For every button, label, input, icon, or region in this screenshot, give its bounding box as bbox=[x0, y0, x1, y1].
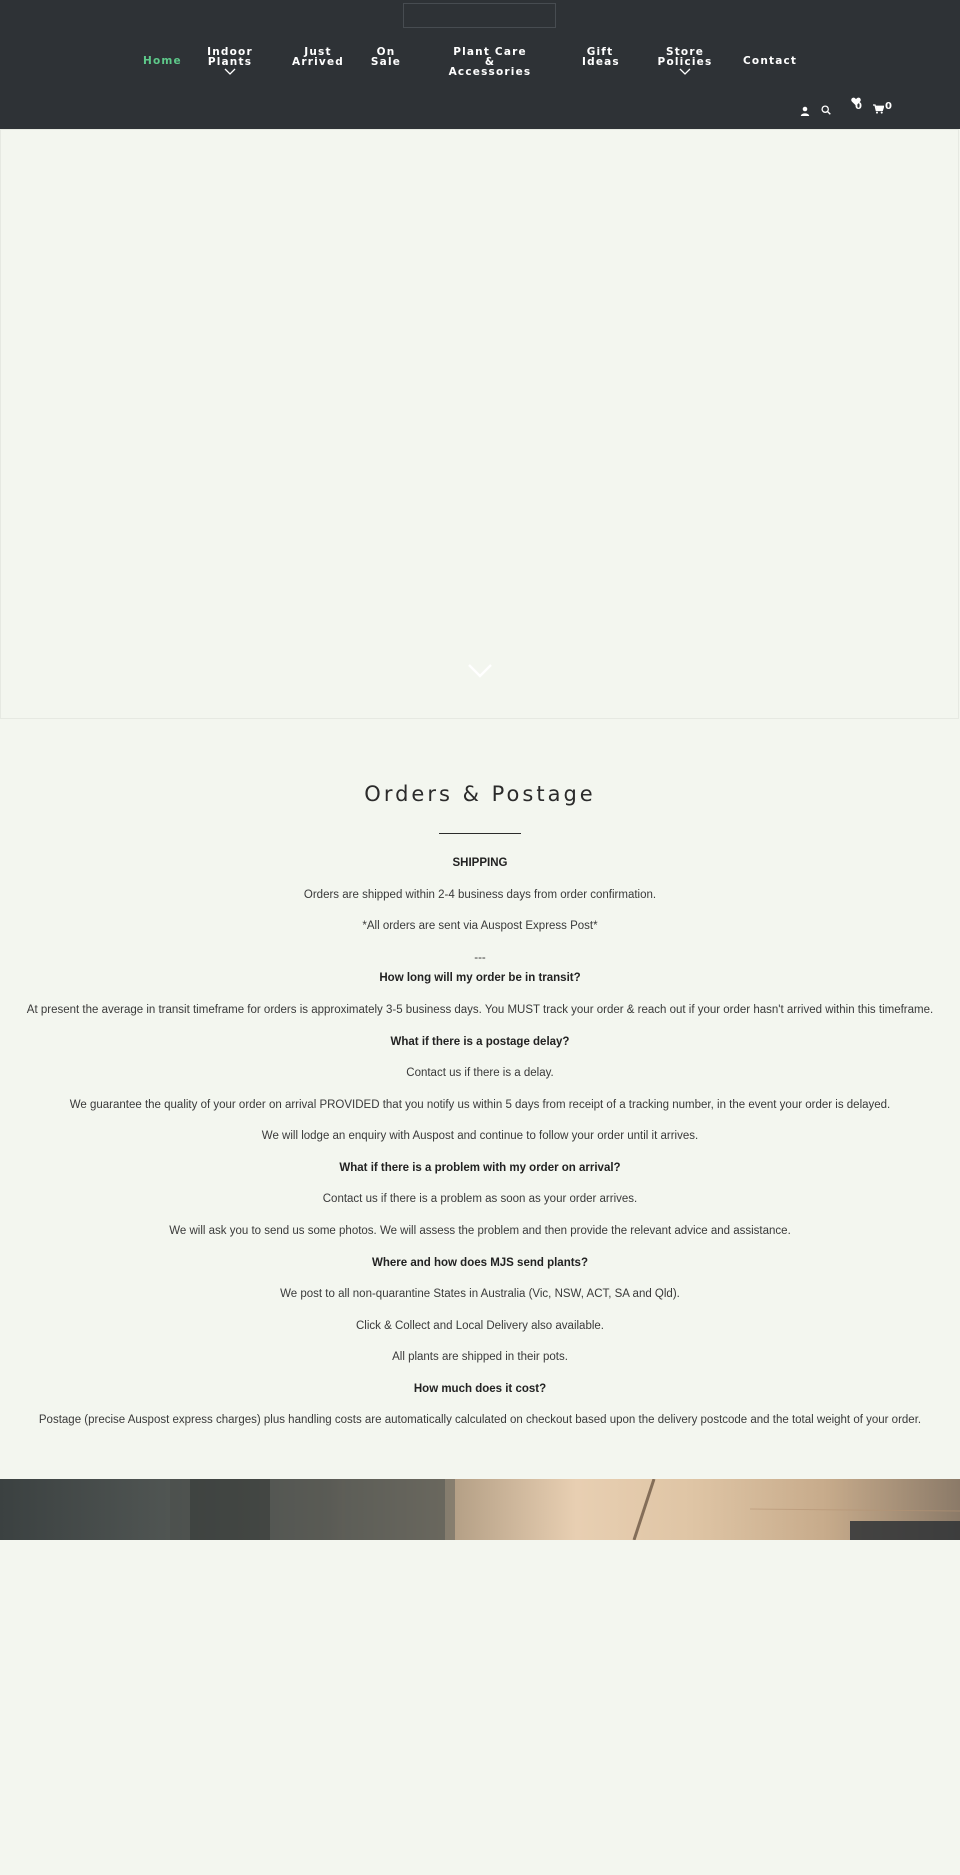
policy-paragraph: We post to all non-quarantine States in Australia (Vic, NSW, ACT, SA and Qld). bbox=[280, 1288, 680, 1300]
policy-paragraph: Contact us if there is a delay. bbox=[406, 1067, 554, 1079]
logo-placeholder[interactable] bbox=[403, 3, 556, 28]
policy-question: How much does it cost? bbox=[413, 1383, 547, 1395]
nav-item-label: Plant Care & Accessories bbox=[448, 46, 532, 78]
nav-item-plant-care[interactable] bbox=[446, 47, 534, 77]
nav-item-home[interactable] bbox=[143, 56, 182, 66]
nav-item-just-arrived[interactable] bbox=[292, 47, 344, 67]
policy-paragraph: Click & Collect and Local Delivery also available. bbox=[355, 1320, 604, 1332]
policy-paragraph: All plants are shipped in their pots. bbox=[392, 1351, 568, 1363]
nav-item-contact[interactable] bbox=[743, 56, 797, 66]
search-icon[interactable] bbox=[821, 102, 831, 112]
policy-paragraph: *All orders are sent via Auspost Express Post* bbox=[362, 920, 598, 932]
footer-photo-banner bbox=[0, 1479, 960, 1540]
policy-question: What if there is a postage delay? bbox=[390, 1036, 570, 1048]
wishlist-count: 0 bbox=[855, 101, 862, 112]
site-header bbox=[0, 0, 960, 129]
policy-paragraph: We guarantee the quality of your order on arrival PROVIDED that you notify us within 5 days from receipt of a tracking number, in the event your order is delayed. bbox=[69, 1099, 891, 1111]
nav-item-label: On Sale bbox=[370, 46, 402, 68]
policy-paragraph: Orders are shipped within 2-4 business days from order confirmation. bbox=[303, 889, 657, 901]
policy-paragraph: --- bbox=[474, 952, 486, 964]
policy-paragraph: At present the average in transit timeframe for orders is approximately 3-5 business days. You MUST track your order & reach out if your order hasn't arrived within this timeframe. bbox=[26, 1004, 934, 1016]
cart-count: 0 bbox=[885, 101, 892, 112]
chevron-down-icon bbox=[224, 68, 236, 76]
wood-table-photo bbox=[0, 1479, 960, 1540]
nav-item-label: Just Arrived bbox=[292, 46, 344, 68]
page-title: Orders & Postage bbox=[364, 782, 596, 806]
policy-paragraph: We will ask you to send us some photos. We will assess the problem and then provide the relevant advice and assistance. bbox=[169, 1225, 791, 1237]
nav-item-indoor-plants[interactable] bbox=[190, 47, 270, 76]
policy-paragraph: Contact us if there is a problem as soon as your order arrives. bbox=[322, 1193, 638, 1205]
policy-paragraph: We will lodge an enquiry with Auspost and continue to follow your order until it arrives. bbox=[261, 1130, 699, 1142]
nav-item-label: Contact bbox=[743, 55, 798, 67]
chevron-down-icon[interactable] bbox=[468, 663, 492, 679]
nav-item-store-policies[interactable] bbox=[642, 47, 728, 76]
cart-icon[interactable] bbox=[873, 101, 884, 111]
user-icon[interactable] bbox=[800, 103, 810, 113]
nav-item-gift-ideas[interactable] bbox=[582, 47, 618, 67]
policy-question: What if there is a problem with my order on arrival? bbox=[339, 1162, 621, 1174]
nav-item-label: Store Policies bbox=[657, 46, 713, 68]
policy-question: How long will my order be in transit? bbox=[379, 972, 581, 984]
section-heading: SHIPPING bbox=[452, 857, 508, 869]
title-divider bbox=[439, 833, 521, 834]
chevron-down-icon bbox=[679, 68, 691, 76]
hero-banner bbox=[0, 129, 959, 719]
policy-question: Where and how does MJS send plants? bbox=[372, 1257, 588, 1269]
nav-item-label: Indoor Plants bbox=[207, 46, 253, 68]
nav-item-label: Home bbox=[143, 55, 182, 67]
nav-item-label: Gift Ideas bbox=[582, 46, 620, 68]
nav-item-on-sale[interactable] bbox=[370, 47, 402, 67]
policy-paragraph: Postage (precise Auspost express charges) plus handling costs are automatically calculated on checkout based upon the delivery postcode and the total weight of your order. bbox=[38, 1414, 922, 1426]
